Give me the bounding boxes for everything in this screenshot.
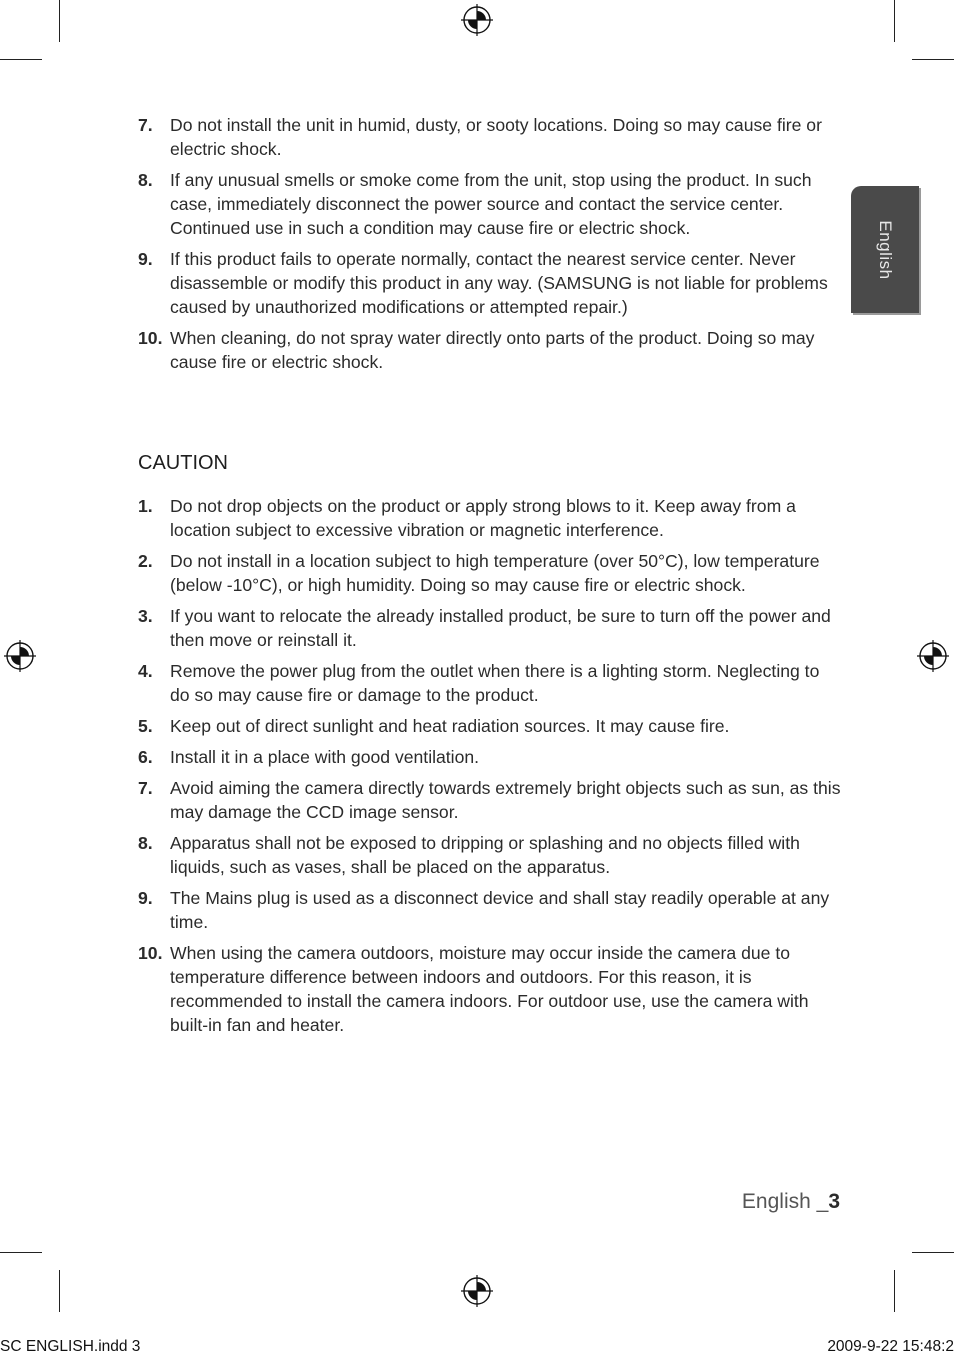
footer-language: English _ <box>741 1190 829 1213</box>
slug-filename: SC ENGLISH.indd 3 <box>0 1338 141 1355</box>
slug-timestamp: 2009-9-22 15:48:2 <box>827 1338 954 1355</box>
list-item <box>138 714 843 738</box>
item-number: 4. <box>138 661 153 681</box>
list-item <box>138 886 843 934</box>
item-text: Install it in a place with good ventilation. <box>170 747 480 767</box>
item-number: 7. <box>138 778 153 798</box>
item-text: Avoid aiming the camera directly towards extremely bright objects such as sun, as this may damage the CCD image sensor. <box>170 778 841 822</box>
list-item <box>138 745 843 769</box>
list-item <box>138 168 843 240</box>
crop-mark <box>0 1252 42 1253</box>
registration-mark-icon <box>4 640 36 672</box>
crop-mark <box>912 59 954 60</box>
list-item <box>138 941 843 1037</box>
item-number: 3. <box>138 606 153 626</box>
item-text: Keep out of direct sunlight and heat radiation sources. It may cause fire. <box>170 716 730 736</box>
item-text: Do not drop objects on the product or apply strong blows to it. Keep away from a location subject to excessive vibration or magnetic interference. <box>170 496 796 540</box>
caution-heading: CAUTION <box>138 452 228 474</box>
item-text: If this product fails to operate normally, contact the nearest service center. Never disassemble or modify this product in any way. (SAMSUNG is not liable for problems caused by unauthorized modifications or attempted repair.) <box>170 249 828 317</box>
list-item <box>138 604 843 652</box>
item-number: 10. <box>138 328 163 348</box>
item-text: When using the camera outdoors, moisture may occur inside the camera due to temperature difference between indoors and outdoors. For this reason, it is recommended to install the camera indoors. For outdoor use, use the camera with built-in fan and heater. <box>170 943 809 1035</box>
crop-mark <box>0 59 42 60</box>
registration-mark-icon <box>461 4 493 36</box>
item-number: 1. <box>138 496 153 516</box>
registration-mark-icon <box>917 640 949 672</box>
item-text: Do not install in a location subject to high temperature (over 50°C), low temperature (below -10°C), or high humidity. Doing so may cause fire or electric shock. <box>170 551 820 595</box>
item-number: 9. <box>138 249 153 269</box>
crop-mark <box>912 1252 954 1253</box>
crop-mark <box>894 1270 895 1312</box>
item-number: 7. <box>138 115 153 135</box>
item-text: When cleaning, do not spray water directly onto parts of the product. Doing so may cause fire or electric shock. <box>170 328 815 372</box>
item-text: The Mains plug is used as a disconnect device and shall stay readily operable at any time. <box>170 888 830 932</box>
item-text: If you want to relocate the already installed product, be sure to turn off the power and then move or reinstall it. <box>170 606 831 650</box>
item-text: Do not install the unit in humid, dusty, or sooty locations. Doing so may cause fire or electric shock. <box>170 115 822 159</box>
item-number: 6. <box>138 747 153 767</box>
registration-mark-icon <box>461 1275 493 1307</box>
item-number: 9. <box>138 888 153 908</box>
list-item <box>138 659 843 707</box>
item-number: 10. <box>138 943 163 963</box>
list-item <box>138 494 843 542</box>
item-number: 2. <box>138 551 153 571</box>
list-item <box>138 326 843 374</box>
item-number: 8. <box>138 170 153 190</box>
list-item <box>138 831 843 879</box>
language-side-tab <box>851 186 919 313</box>
list-item <box>138 776 843 824</box>
item-text: If any unusual smells or smoke come from the unit, stop using the product. In such case, immediately disconnect the power source and contact the service center. Continued use in such a condition may cause fire or electric shock. <box>170 170 812 238</box>
list-item <box>138 247 843 319</box>
crop-mark <box>59 1270 60 1312</box>
list-item <box>138 549 843 597</box>
crop-mark <box>894 0 895 42</box>
list-item <box>138 113 843 161</box>
language-side-tab-label: English <box>876 219 895 280</box>
caution-list <box>138 494 843 1044</box>
item-text: Remove the power plug from the outlet when there is a lighting storm. Neglecting to do so may cause fire or damage to the product. <box>170 661 820 705</box>
item-number: 5. <box>138 716 153 736</box>
page-footer <box>742 1190 840 1214</box>
item-text: Apparatus shall not be exposed to dripping or splashing and no objects filled with liquids, such as vases, shall be placed on the apparatus. <box>170 833 800 877</box>
warning-list <box>138 113 843 381</box>
page-number: 3 <box>828 1190 840 1213</box>
item-number: 8. <box>138 833 153 853</box>
crop-mark <box>59 0 60 42</box>
